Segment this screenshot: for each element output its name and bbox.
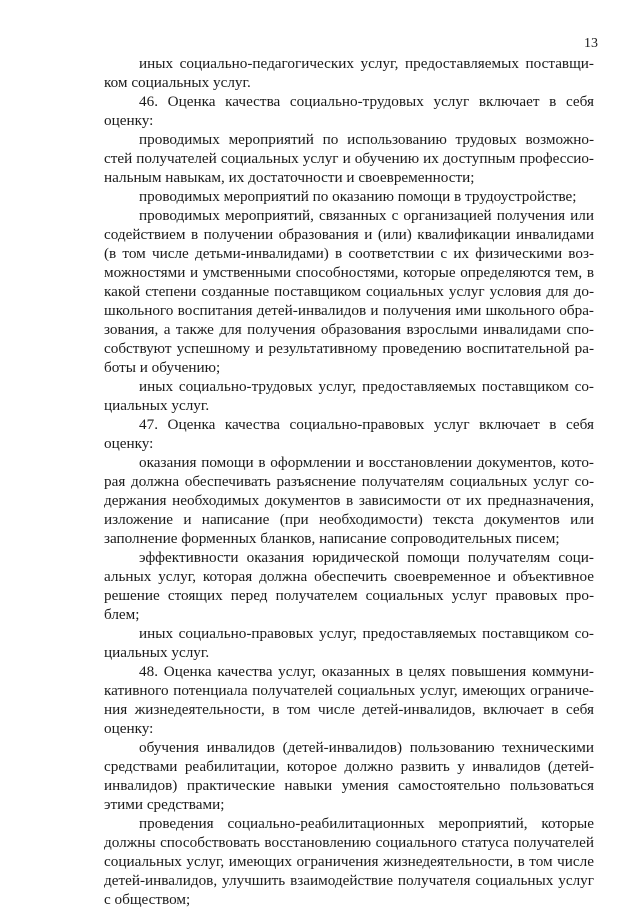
text-line: средствами реабилитации, которое должно развить у инвалидов (детей-	[104, 758, 594, 775]
text-line: заполнение форменных бланков, написание сопроводительных писем;	[104, 530, 560, 547]
text-line: должны способствовать восстановлению социального статуса получателей	[104, 834, 594, 851]
text-line: держания необходимых документов в зависимости от их предназначения,	[104, 492, 594, 509]
text-line: рая должна обеспечивать разъяснение получателям социальных услуг со-	[104, 473, 594, 490]
text-line: оценку:	[104, 112, 154, 129]
text-line: с обществом;	[104, 891, 191, 908]
text-line: иных социально-трудовых услуг, предоставляемых поставщиком со-	[139, 378, 594, 395]
text-line: собствуют успешному и результативному проведению воспитательной ра-	[104, 340, 594, 357]
text-line: изложение и написание (при необходимости) текста документов или	[104, 511, 594, 528]
text-line: оказания помощи в оформлении и восстановлении документов, кото-	[139, 454, 594, 471]
text-line: 48. Оценка качества услуг, оказанных в целях повышения коммуни-	[139, 663, 594, 680]
text-line: 46. Оценка качества социально-трудовых услуг включает в себя	[139, 93, 594, 110]
text-line: ния жизнедеятельности, в том числе детей-инвалидов, включает в себя	[104, 701, 594, 718]
text-line: проведения социально-реабилитационных мероприятий, которые	[139, 815, 594, 832]
text-line: школьного воспитания детей-инвалидов и получения ими школьного обра-	[104, 302, 594, 319]
text-line: ком социальных услуг.	[104, 74, 251, 91]
text-line: 47. Оценка качества социально-правовых услуг включает в себя	[139, 416, 594, 433]
text-line: стей получателей социальных услуг и обучению их доступным профессио-	[104, 150, 594, 167]
text-line: какой степени созданные поставщиком социальных услуг условия для до-	[104, 283, 594, 300]
text-line: (в том числе детьми-инвалидами) в соответствии с их физическими воз-	[104, 245, 594, 262]
text-line: иных социально-педагогических услуг, предоставляемых поставщи-	[139, 55, 594, 72]
text-line: этими средствами;	[104, 796, 225, 813]
text-line: блем;	[104, 606, 140, 623]
text-line: циальных услуг.	[104, 397, 210, 414]
text-line: иных социально-правовых услуг, предоставляемых поставщиком со-	[139, 625, 594, 642]
text-line: обучения инвалидов (детей-инвалидов) пользованию техническими	[139, 739, 594, 756]
text-line: кативного потенциала получателей социальных услуг, имеющих ограниче-	[104, 682, 594, 699]
text-line: проводимых мероприятий, связанных с организацией получения или	[139, 207, 594, 224]
text-line: проводимых мероприятий по оказанию помощи в трудоустройстве;	[139, 188, 577, 205]
text-line: оценку:	[104, 720, 154, 737]
text-line: инвалидов) практические навыки умения самостоятельно пользоваться	[104, 777, 594, 794]
text-line: боты и обучению;	[104, 359, 221, 376]
text-line: детей-инвалидов, улучшить взаимодействие получателя социальных услуг	[104, 872, 594, 889]
text-line: содействием в получении образования и (или) квалификации инвалидами	[104, 226, 594, 243]
text-line: решение стоящих перед получателем социальных услуг правовых про-	[104, 587, 594, 604]
text-line: нальным навыкам, их достаточности и своевременности;	[104, 169, 475, 186]
text-line: можностями и умственными способностями, которые определяются тем, в	[104, 264, 594, 281]
text-line: зования, а также для получения образования взрослыми инвалидами спо-	[104, 321, 594, 338]
text-line: социальных услуг, имеющих ограничения жизнедеятельности, в том числе	[104, 853, 594, 870]
text-line: проводимых мероприятий по использованию трудовых возможно-	[139, 131, 594, 148]
text-line: альных услуг, которая должна обеспечить своевременное и объективное	[104, 568, 594, 585]
text-line: циальных услуг.	[104, 644, 210, 661]
text-line: эффективности оказания юридической помощи получателям соци-	[139, 549, 594, 566]
text-line: оценку:	[104, 435, 154, 452]
page-number: 13	[584, 36, 598, 51]
